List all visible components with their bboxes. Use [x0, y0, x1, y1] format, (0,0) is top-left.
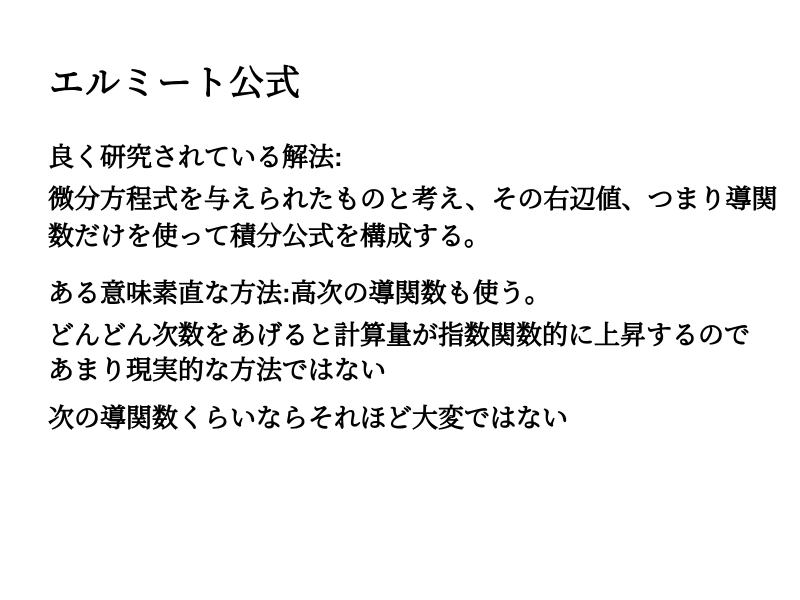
body-line-ode-description-1: 微分方程式を与えられたものと考え、その右辺値、つまり導関 — [48, 184, 778, 214]
body-line-straightforward-method: ある意味素直な方法:高次の導関数も使う。 — [48, 278, 551, 308]
body-line-cost-growth-1: どんどん次数をあげると計算量が指数関数的に上昇するので — [48, 320, 751, 350]
body-line-solution-intro: 良く研究されている解法: — [48, 142, 343, 172]
body-line-cost-growth-2: あまり現実的な方法ではない — [48, 355, 387, 385]
body-line-next-derivative-note: 次の導関数くらいならそれほど大変ではない — [48, 403, 569, 433]
body-line-ode-description-2: 数だけを使って積分公式を構成する。 — [48, 221, 491, 251]
slide-title: エルミート公式 — [49, 64, 302, 103]
